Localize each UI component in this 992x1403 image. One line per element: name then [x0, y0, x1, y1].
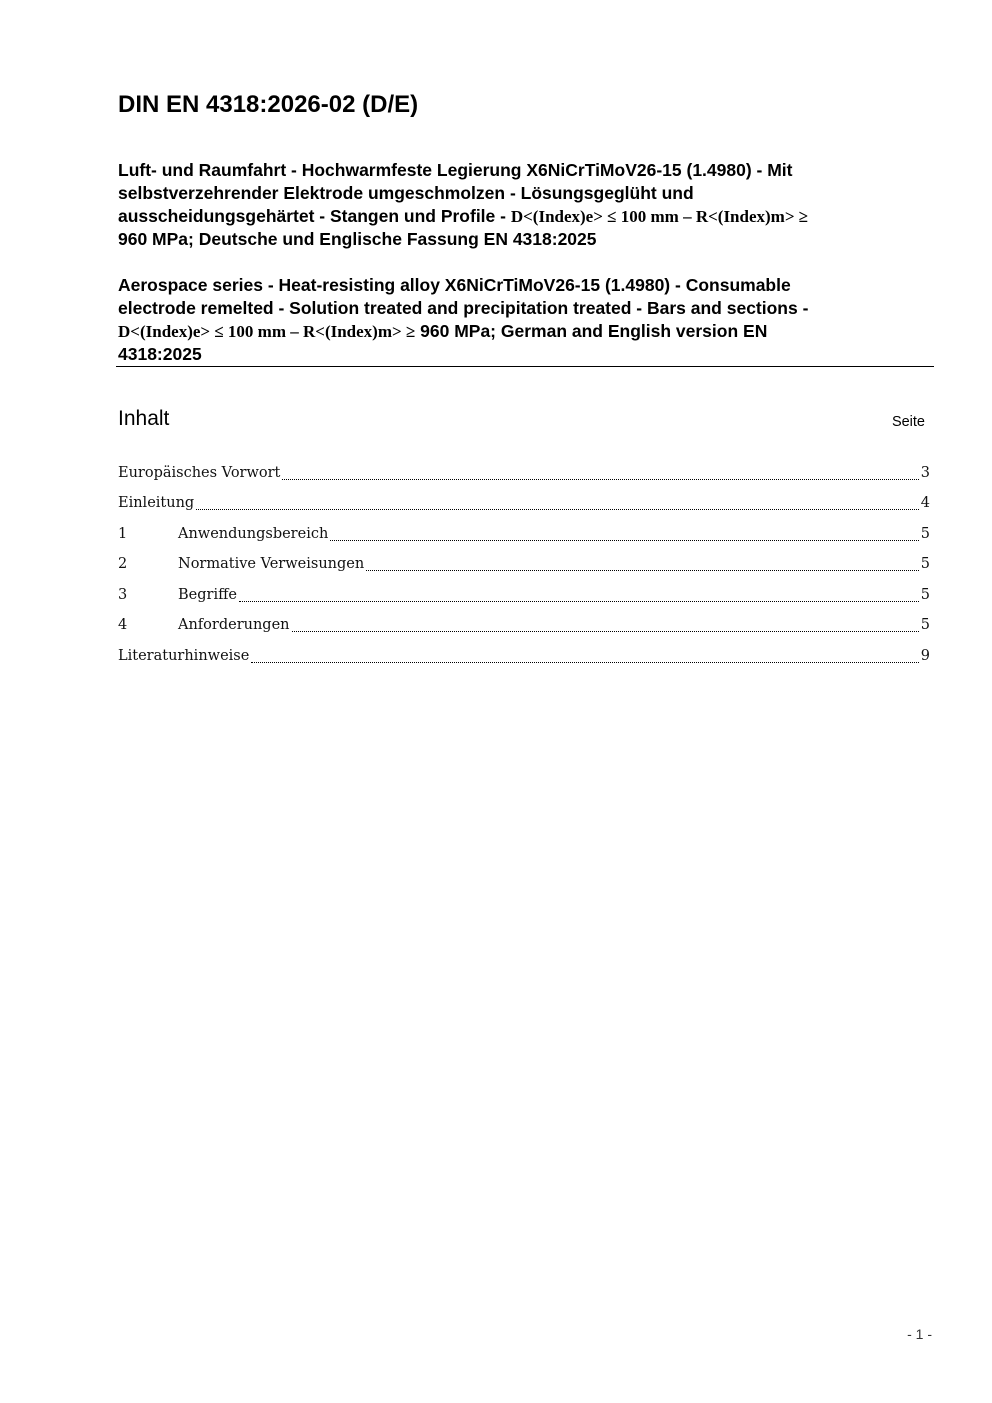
toc-entry-page: 5 — [920, 617, 930, 633]
toc-entry[interactable] — [118, 584, 930, 606]
toc-entry-number: 4 — [118, 617, 128, 633]
toc-entry-page: 3 — [920, 465, 930, 481]
title-english-line-2: electrode remelted - Solution treated and precipitation treated - Bars and sections - — [118, 298, 809, 318]
toc-entry[interactable] — [118, 645, 930, 667]
toc-entry[interactable] — [118, 523, 930, 545]
title-english — [118, 274, 938, 366]
title-german-line-1: Luft- und Raumfahrt - Hochwarmfeste Legierung X6NiCrTiMoV26-15 (1.4980) - Mit — [118, 160, 793, 180]
toc-entry-page: 5 — [920, 587, 930, 603]
toc-entry[interactable] — [118, 492, 930, 514]
toc-entry-title: Normative Verweisungen — [178, 556, 365, 572]
toc-dot-leader — [330, 540, 918, 541]
toc-entry-title: Einleitung — [118, 495, 195, 511]
toc-entry-title: Begriffe — [178, 587, 237, 603]
toc-entry-title: Europäisches Vorwort — [118, 465, 281, 481]
toc-entry-number: 3 — [118, 587, 128, 603]
toc-entry-title: Literaturhinweise — [118, 648, 250, 664]
title-english-line-3 — [118, 320, 938, 343]
title-german-line-3 — [118, 205, 938, 228]
toc-entry-title: Anforderungen — [178, 617, 290, 633]
toc-dot-leader — [251, 662, 918, 663]
toc-dot-leader — [196, 509, 919, 510]
document-id: DIN EN 4318:2026-02 (D/E) — [118, 91, 419, 118]
toc-dot-leader — [239, 601, 919, 602]
toc-entry-page: 4 — [920, 495, 930, 511]
toc-entry-number: 2 — [118, 556, 128, 572]
title-english-line-3-text: 960 MPa; German and English version EN — [415, 321, 768, 341]
toc-entry[interactable] — [118, 614, 930, 636]
toc-entry-page: 5 — [920, 526, 930, 542]
title-german-line-2: selbstverzehrender Elektrode umgeschmolzen - Lösungsgeglüht und — [118, 183, 694, 203]
toc-page-label: Seite — [891, 414, 925, 430]
toc-entry[interactable] — [118, 553, 930, 575]
title-divider — [116, 366, 934, 367]
title-german-line-3-formula: D<(Index)e> ≤ 100 mm – R<(Index)m> ≥ — [510, 207, 809, 226]
title-german-line-4: 960 MPa; Deutsche und Englische Fassung EN 4318:2025 — [118, 229, 597, 249]
page-number: - 1 - — [907, 1326, 932, 1342]
title-english-line-1: Aerospace series - Heat-resisting alloy X6NiCrTiMoV26-15 (1.4980) - Consumable — [118, 275, 791, 295]
title-german-line-3-text: ausscheidungsgehärtet - Stangen und Profile - — [118, 206, 511, 226]
toc-entry-number: 1 — [118, 526, 128, 542]
title-german — [118, 159, 938, 251]
title-english-line-3-formula: D<(Index)e> ≤ 100 mm – R<(Index)m> ≥ — [118, 322, 416, 341]
title-english-line-4: 4318:2025 — [118, 344, 202, 364]
toc-dot-leader — [366, 570, 919, 571]
toc-entry-page: 5 — [920, 556, 930, 572]
toc-heading: Inhalt — [118, 407, 170, 430]
toc-entry[interactable] — [118, 462, 930, 484]
toc-entry-title: Anwendungsbereich — [178, 526, 329, 542]
toc-dot-leader — [292, 631, 919, 632]
toc-dot-leader — [282, 479, 918, 480]
toc-entry-page: 9 — [920, 648, 930, 664]
